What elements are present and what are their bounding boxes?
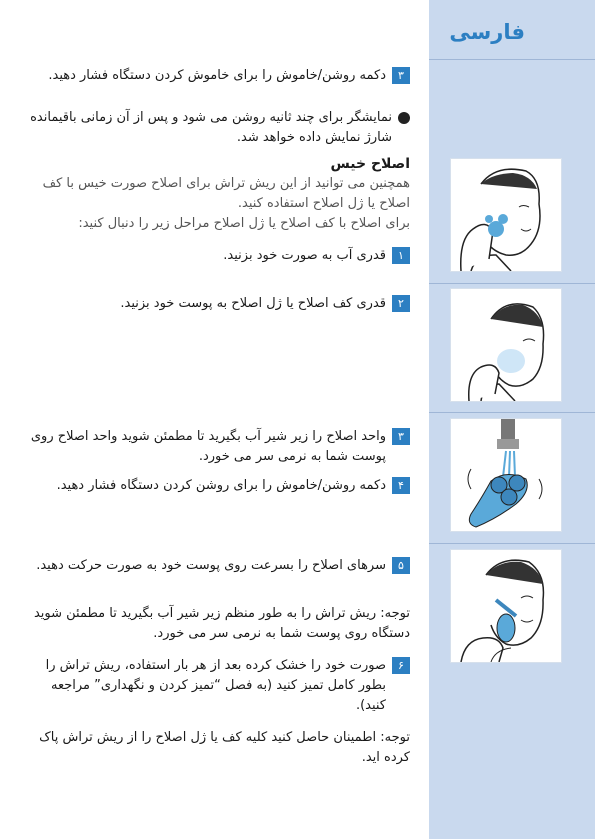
face-apply-foam-illustration [450, 288, 562, 402]
divider [429, 543, 595, 544]
step-number-badge: ۱ [392, 247, 410, 264]
step-text: سرهای اصلاح را بسرعت روی پوست خود به صورت حرکت دهید. [36, 558, 386, 573]
step-number-badge: ۲ [392, 295, 410, 312]
step-5 [30, 556, 410, 576]
display-bullet [30, 108, 410, 148]
step-text: دکمه روشن/خاموش را برای روشن کردن دستگاه فشار دهید. [56, 478, 386, 493]
step-text: قدری آب به صورت خود بزنید. [223, 248, 386, 263]
step-number-badge: ۳ [392, 67, 410, 84]
face-shaving-illustration [450, 549, 562, 663]
step-2 [30, 294, 410, 314]
step-text: دکمه روشن/خاموش را برای خاموش کردن دستگاه فشار دهید. [48, 68, 386, 83]
step-number-badge: ۴ [392, 477, 410, 494]
section-instructions: برای اصلاح با کف اصلاح یا ژل اصلاح مراحل زیر را دنبال کنید: [78, 216, 410, 231]
section-heading: اصلاح خیس [330, 156, 410, 172]
bullet-icon [398, 112, 410, 124]
divider [429, 283, 595, 284]
step-text: واحد اصلاح را زیر شیر آب بگیرید تا مطمئن شوید واحد اصلاح روی پوست شما به نرمی سر می خورد. [30, 429, 386, 464]
face-splash-water-illustration [450, 158, 562, 272]
divider [429, 412, 595, 413]
step-power-off [30, 66, 410, 86]
step-4 [30, 476, 410, 496]
step-number-badge: ۳ [392, 428, 410, 445]
step-number-badge: ۶ [392, 657, 410, 674]
step-text: قدری کف اصلاح یا ژل اصلاح به پوست خود بزنید. [120, 296, 386, 311]
language-title: فارسی [449, 20, 525, 44]
note-rinse: توجه: ریش تراش را به طور منظم زیر شیر آب بگیرید تا مطمئن شوید دستگاه روی پوست شما به نرمی سر می خورد. [33, 606, 410, 641]
divider [429, 59, 595, 60]
step-text: صورت خود را خشک کرده بعد از هر بار استفاده، ریش تراش را بطور کامل تمیز کنید (به فصل “تمیز کردن و نگهداری” مراجعه کنید). [45, 658, 386, 713]
section-intro: همچنین می توانید از این ریش تراش برای اصلاح صورت خیس با کف اصلاح یا ژل اصلاح استفاده کنید. [42, 176, 410, 211]
wet-shaving-section [30, 154, 410, 234]
shaver-under-tap-illustration [450, 418, 562, 532]
note-clean: توجه: اطمینان حاصل کنید کلیه کف یا ژل اصلاح را از ریش تراش پاک کرده اید. [39, 730, 410, 765]
step-6 [30, 656, 410, 716]
bullet-text: نمایشگر برای چند ثانیه روشن می شود و پس از آن زمانی باقیمانده شارژ نمایش داده خواهد شد. [30, 110, 392, 145]
step-1 [30, 246, 410, 266]
step-3 [30, 427, 410, 467]
step-number-badge: ۵ [392, 557, 410, 574]
